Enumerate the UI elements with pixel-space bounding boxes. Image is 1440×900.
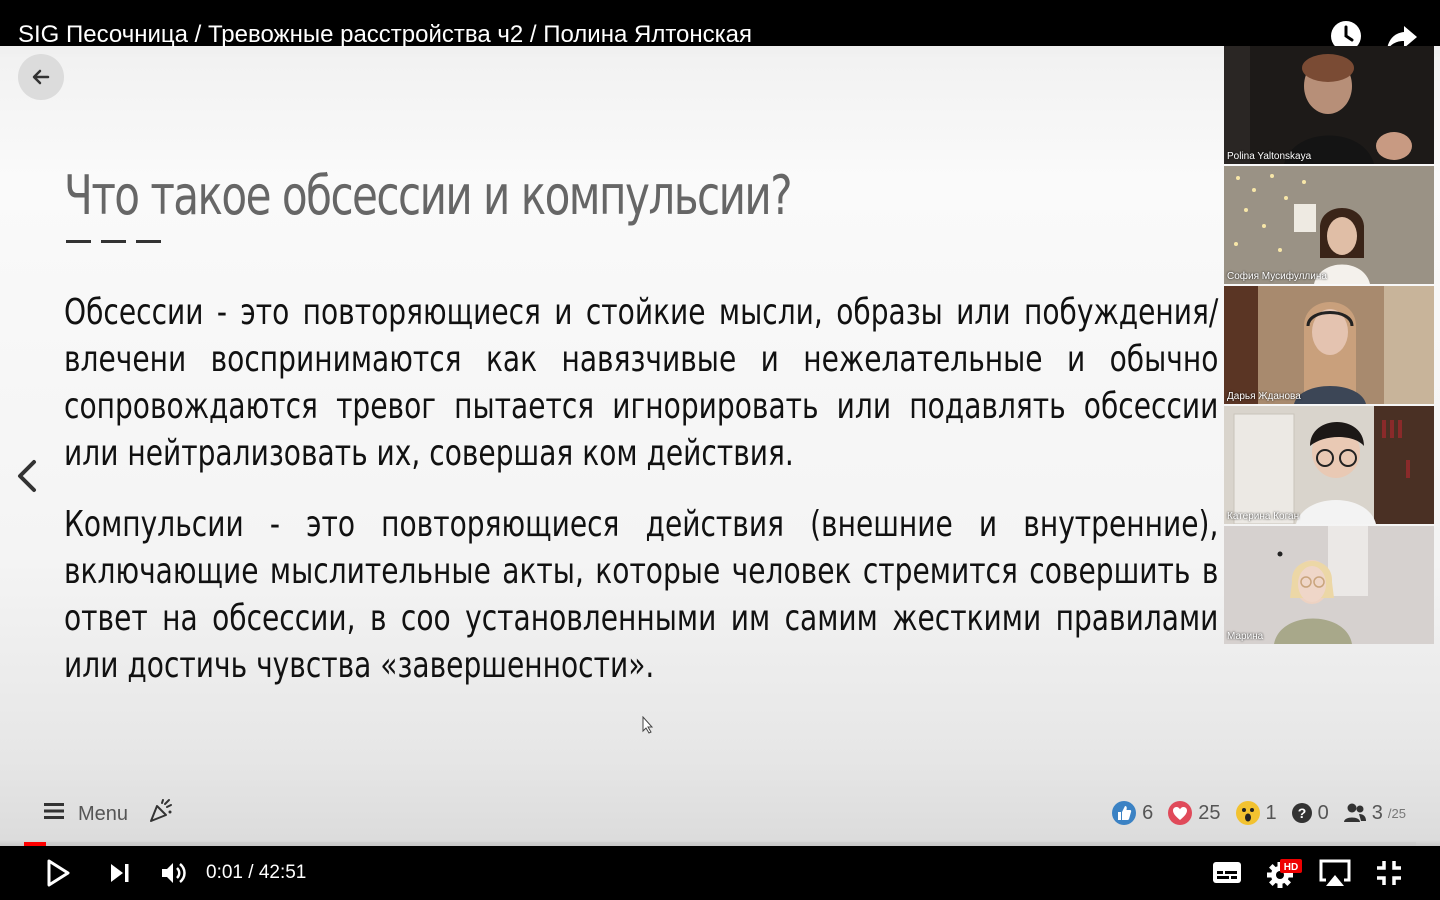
slide-heading: Что такое обсессии и компульсии?	[64, 164, 791, 228]
heart-icon	[1167, 800, 1193, 826]
attendees-counter[interactable]	[1343, 802, 1406, 825]
questions-counter[interactable]	[1291, 802, 1329, 825]
attendees-total: /25	[1387, 805, 1406, 821]
previous-slide-button[interactable]	[12, 456, 42, 496]
wow-face-icon	[1235, 800, 1261, 826]
exit-fullscreen-button[interactable]	[1374, 858, 1404, 893]
participant-tile[interactable]	[1224, 406, 1434, 524]
thumbs-up-icon	[1111, 800, 1137, 826]
slide-paragraph-obsessions: Обсессии - это повторяющиеся и стойкие мысли, образы или побуждения/влечени воспринимаются как навязчивые и нежелательные и обычно сопровождаются тревог пытается игнорировать или подавлять обсессии или нейтрализовать их, совершая ком действия.	[64, 292, 1219, 474]
heading-underline	[66, 240, 161, 243]
hearts-count: 25	[1198, 801, 1221, 824]
participant-tile[interactable]	[1224, 166, 1434, 284]
participant-tile[interactable]	[1224, 526, 1434, 644]
airplay-icon	[1318, 858, 1352, 888]
participant-name: Polina Yaltonskaya	[1227, 151, 1312, 162]
participant-video-icon	[1224, 46, 1434, 164]
video-title-bar	[0, 0, 1440, 46]
presentation-slide	[0, 46, 1224, 796]
participant-name: Катерина Коган	[1227, 511, 1300, 522]
users-icon	[1343, 802, 1367, 824]
subtitles-button[interactable]	[1212, 860, 1242, 891]
participant-video-icon	[1224, 406, 1434, 524]
party-popper-icon[interactable]	[148, 798, 174, 830]
next-button[interactable]	[108, 861, 132, 890]
time-display: 0:01 / 42:51	[206, 862, 307, 883]
skip-next-icon	[108, 861, 132, 885]
likes-counter[interactable]	[1111, 800, 1153, 826]
participant-name: Марина	[1227, 631, 1264, 642]
likes-count: 6	[1142, 801, 1154, 824]
slide-paragraph-compulsions: Компульсии - это повторяющиеся действия (внешние и внутренние), включающие мыслительные акты, которые человек стремится совершить в ответ на обсессии, в соо установленными им самим жесткими правилами или достичь чувства «завершенности».	[64, 504, 1219, 686]
hearts-counter[interactable]	[1167, 800, 1220, 826]
attendees-count: 3	[1371, 801, 1383, 824]
menu-button[interactable]: Menu	[78, 802, 129, 825]
mouse-cursor-icon	[642, 716, 654, 734]
participant-video-strip	[1224, 46, 1434, 646]
participant-tile[interactable]	[1224, 46, 1434, 164]
slide-menu	[44, 798, 174, 830]
play-icon	[44, 858, 72, 888]
hd-badge: HD	[1283, 862, 1299, 873]
subtitles-icon	[1212, 860, 1242, 886]
questions-count: 0	[1317, 801, 1329, 824]
participant-video-icon	[1224, 526, 1434, 644]
participant-name: Дарья Жданова	[1227, 391, 1301, 402]
volume-button[interactable]	[160, 860, 188, 891]
participant-name: София Мусифуллина	[1227, 271, 1327, 282]
video-title[interactable]: SIG Песочница / Тревожные расстройства ч2 / Полина Ялтонская	[18, 21, 753, 48]
wow-counter[interactable]	[1235, 800, 1277, 826]
participant-video-icon	[1224, 286, 1434, 404]
participant-tile[interactable]	[1224, 286, 1434, 404]
chevron-left-icon	[12, 456, 42, 496]
wow-count: 1	[1265, 801, 1277, 824]
question-icon	[1291, 802, 1313, 824]
gear-icon	[1266, 858, 1302, 888]
reaction-counters	[1111, 800, 1406, 826]
cast-button[interactable]	[1318, 858, 1352, 893]
settings-button[interactable]	[1266, 858, 1302, 893]
volume-icon	[160, 860, 188, 886]
menu-icon[interactable]	[44, 801, 66, 827]
exit-fullscreen-icon	[1374, 858, 1404, 888]
play-button[interactable]	[44, 858, 72, 893]
participant-video-icon	[1224, 166, 1434, 284]
svg-text:?: ?	[1297, 805, 1306, 821]
